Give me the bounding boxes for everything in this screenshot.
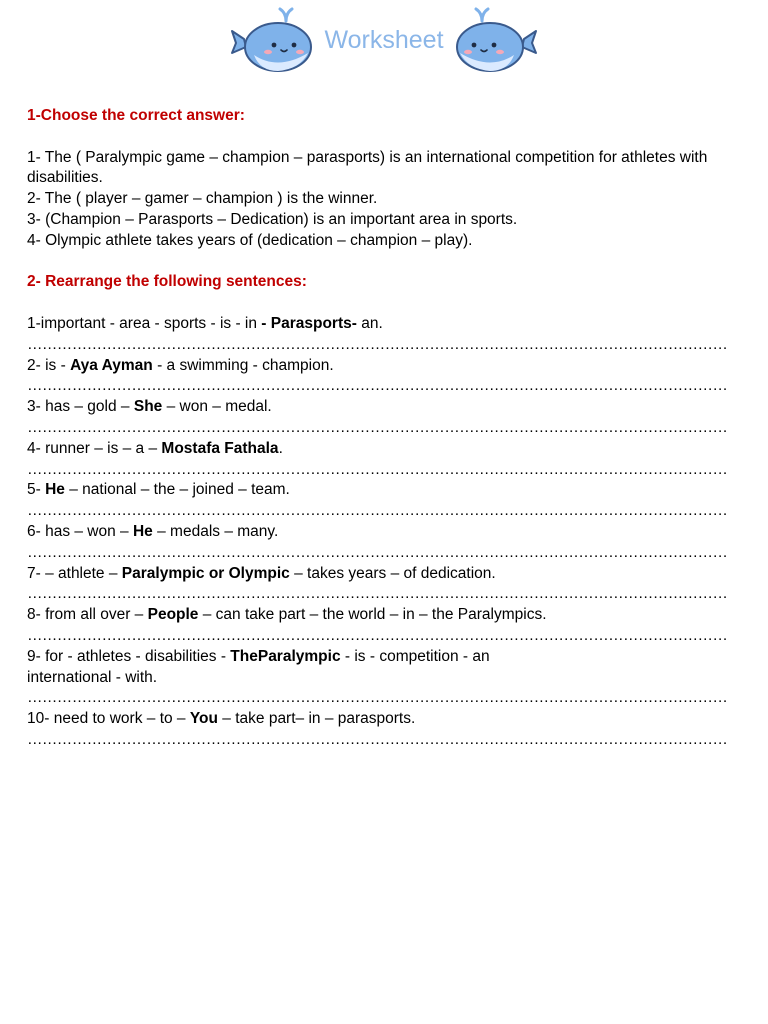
rearrange-item: 1-important - area - sports - is - in - Parasports- an. bbox=[27, 314, 383, 332]
whale-icon bbox=[454, 5, 538, 75]
rearrange-item: 4- runner – is – a – Mostafa Fathala. bbox=[27, 439, 283, 457]
answer-line[interactable]: …………………………………………………………………………………………………………………………… bbox=[27, 689, 728, 707]
answer-line[interactable]: …………………………………………………………………………………………………………………………… bbox=[27, 377, 728, 395]
answer-line[interactable]: …………………………………………………………………………………………………………………………… bbox=[27, 585, 728, 603]
answer-line[interactable]: …………………………………………………………………………………………………………………………… bbox=[27, 543, 728, 561]
rearrange-item: 2- is - Aya Ayman - a swimming - champion. bbox=[27, 356, 334, 374]
section-heading-choose: 1-Choose the correct answer: bbox=[27, 107, 245, 124]
rearrange-item: 9- for - athletes - disabilities - TheParalympic - is - competition - an international - with. bbox=[27, 647, 490, 686]
page-title: Worksheet bbox=[324, 25, 444, 54]
question-item: 3- (Champion – Parasports – Dedication) is an important area in sports. bbox=[27, 210, 518, 228]
page-header bbox=[0, 0, 768, 80]
whale-icon bbox=[230, 5, 314, 75]
question-item: 2- The ( player – gamer – champion ) is the winner. bbox=[27, 190, 378, 208]
rearrange-item: 6- has – won – He – medals – many. bbox=[27, 522, 279, 540]
rearrange-item: 7- – athlete – Paralympic or Olympic – takes years – of dedication. bbox=[27, 564, 496, 582]
answer-line[interactable]: …………………………………………………………………………………………………………………………… bbox=[27, 418, 728, 436]
rearrange-item: 8- from all over – People – can take part – the world – in – the Paralympics. bbox=[27, 606, 547, 624]
answer-line[interactable]: …………………………………………………………………………………………………………………………… bbox=[27, 335, 728, 353]
worksheet-content bbox=[27, 106, 742, 751]
question-item: 4- Olympic athlete takes years of (dedication – champion – play). bbox=[27, 231, 473, 249]
question-item: 1- The ( Paralympic game – champion – parasports) is an international competition for athletes with disabilities. bbox=[27, 148, 708, 187]
answer-line[interactable]: …………………………………………………………………………………………………………………………… bbox=[27, 730, 728, 748]
rearrange-item: 10- need to work – to – You – take part– in – parasports. bbox=[27, 710, 416, 728]
answer-line[interactable]: …………………………………………………………………………………………………………………………… bbox=[27, 626, 728, 644]
answer-line[interactable]: …………………………………………………………………………………………………………………………… bbox=[27, 502, 728, 520]
rearrange-list bbox=[27, 314, 742, 751]
answer-line[interactable]: …………………………………………………………………………………………………………………………… bbox=[27, 460, 728, 478]
rearrange-item: 5- He – national – the – joined – team. bbox=[27, 481, 290, 499]
section-heading-rearrange: 2- Rearrange the following sentences: bbox=[27, 273, 307, 291]
rearrange-item: 3- has – gold – She – won – medal. bbox=[27, 398, 272, 416]
